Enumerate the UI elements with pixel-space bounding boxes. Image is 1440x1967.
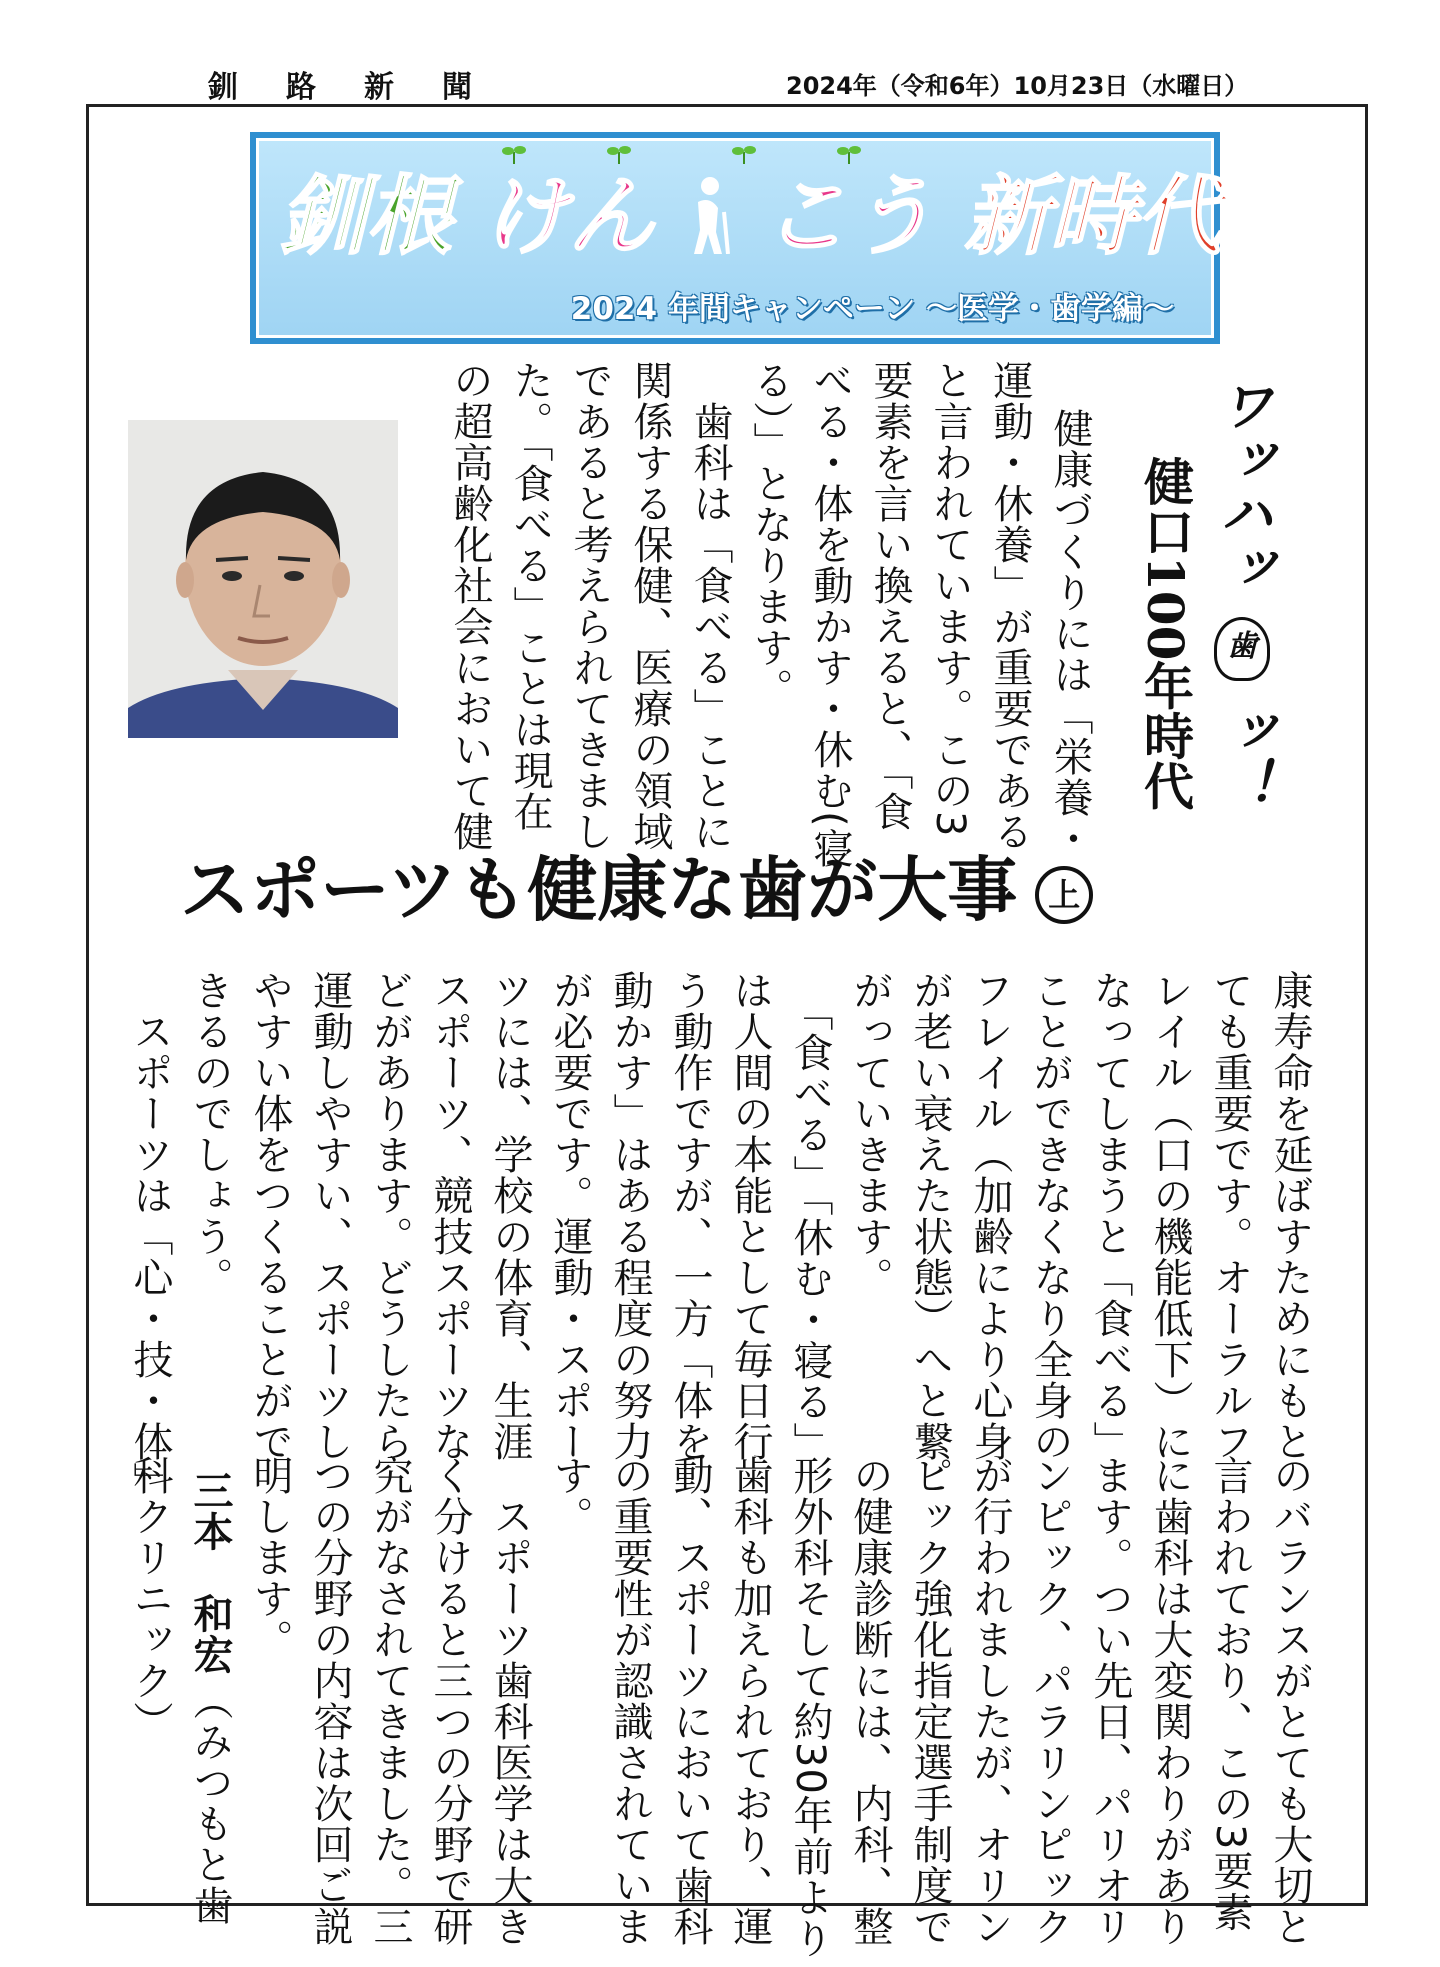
text-column: 動かす」はある程度の努力 bbox=[607, 970, 653, 1462]
text-column: 明します。 bbox=[247, 1455, 293, 1660]
text-column: ます。つい先日、パリオリ bbox=[1087, 1455, 1133, 1947]
author-name: 三本 和宏 bbox=[187, 1470, 233, 1675]
text-column: 「食べる」「休む・寝る」 bbox=[787, 970, 833, 1463]
text-column: 健康づくりには「栄養・ bbox=[1047, 408, 1093, 859]
text-column: どがあります。どうしたら bbox=[367, 970, 413, 1462]
text-column: す。 bbox=[547, 1455, 593, 1537]
part-mark: 上 bbox=[1035, 866, 1093, 924]
text-column: 運動しやすい、スポーツし bbox=[307, 970, 353, 1462]
text-column: つの分野の内容は次回ご説 bbox=[307, 1455, 353, 1947]
banner-title-region: 釧根 bbox=[280, 167, 452, 267]
sprout-icon bbox=[501, 144, 527, 164]
newspaper-name: 釧路新聞 bbox=[208, 70, 520, 105]
text-column: 歯科も加えられており、運 bbox=[727, 1455, 773, 1947]
masthead bbox=[0, 62, 1440, 106]
text-column: た。「食べる」ことは現在 bbox=[507, 360, 553, 832]
text-column: ても重要です。オーラルフ bbox=[1207, 970, 1253, 1462]
text-column: スポーツ歯科医学は大き bbox=[487, 1455, 533, 1947]
text-column: がっていきます。 bbox=[847, 970, 893, 1298]
text-column: であると考えられてきまし bbox=[567, 360, 613, 852]
series-title-a: ワッハッ bbox=[1211, 378, 1274, 594]
text-column: べる・体を動かす・休む(寝 bbox=[807, 360, 853, 869]
text-column: 運動・休養」が重要である bbox=[987, 360, 1033, 852]
text-column: スポーツ、競技スポーツな bbox=[427, 970, 473, 1462]
text-column: きるのでしょう。 bbox=[187, 970, 233, 1298]
text-column: と言われています。この3 bbox=[927, 360, 973, 838]
headline-text: スポーツも健康な歯が大事 bbox=[180, 849, 1018, 931]
text-column: ツには、学校の体育、生涯 bbox=[487, 970, 533, 1462]
author-affiliation: （みつもと歯 bbox=[187, 1680, 233, 1926]
article-headline bbox=[180, 850, 1280, 930]
series-title-b: ッ！ bbox=[1211, 703, 1274, 812]
text-column: 言われており、この3要素 bbox=[1207, 1455, 1253, 1933]
text-column: ピック強化指定選手制度で bbox=[907, 1455, 953, 1947]
text-column: く分けると三つの分野で研 bbox=[427, 1455, 473, 1947]
author-affiliation: 科クリニック） bbox=[127, 1455, 173, 1742]
author-photo bbox=[128, 420, 398, 738]
banner-title-kou: こう bbox=[761, 167, 934, 267]
tooth-badge: 歯 bbox=[1214, 617, 1270, 681]
text-column: が必要です。運動・スポー bbox=[547, 970, 593, 1462]
text-column: が行われましたが、オリン bbox=[967, 1455, 1013, 1947]
text-column: ことができなくなり全身の bbox=[1027, 970, 1073, 1462]
series-title bbox=[1211, 378, 1274, 812]
text-column: は人間の本能として毎日行 bbox=[727, 970, 773, 1462]
text-column: に歯科は大変関わりがあり bbox=[1147, 1455, 1193, 1947]
banner-title bbox=[280, 162, 1222, 282]
portrait-image bbox=[128, 420, 398, 738]
text-column: 関係する保健、医療の領域 bbox=[627, 360, 673, 852]
text-column: レイル（口の機能低下）に bbox=[1147, 970, 1193, 1462]
banner-title-ken: けん bbox=[481, 167, 654, 267]
text-column: う動作ですが、一方「体を bbox=[667, 970, 713, 1462]
text-column: の超高齢化社会において健 bbox=[447, 360, 493, 852]
text-column: スポーツは「心・技・体」 bbox=[127, 970, 173, 1503]
sprout-icon bbox=[836, 144, 862, 164]
series-subtitle: 健口100年時代 bbox=[1136, 456, 1195, 811]
text-column: ンピック、パラリンピック bbox=[1027, 1455, 1073, 1947]
sprout-icon bbox=[606, 144, 632, 164]
text-column: が老い衰えた状態）へと繋 bbox=[907, 970, 953, 1462]
text-column: のバランスがとても大切と bbox=[1267, 1455, 1313, 1947]
text-column: フレイル（加齢により心身 bbox=[967, 970, 1013, 1462]
text-column: 形外科そして約30年前より bbox=[787, 1455, 833, 1959]
text-column: る）」となります。 bbox=[747, 360, 793, 709]
text-column: 動、スポーツにおいて歯科 bbox=[667, 1455, 713, 1947]
campaign-banner bbox=[250, 132, 1220, 344]
text-column: 究がなされてきました。三 bbox=[367, 1455, 413, 1947]
banner-subtitle: 2024 年間キャンペーン 〜医学・歯学編〜 bbox=[570, 291, 1174, 327]
issue-date: 2024年（令和6年）10月23日（水曜日） bbox=[786, 72, 1249, 100]
text-column: やすい体をつくることがで bbox=[247, 970, 293, 1462]
sprout-icon bbox=[731, 144, 757, 164]
elder-walking-icon bbox=[684, 174, 732, 254]
text-column: 要素を言い換えると、「食 bbox=[867, 360, 913, 832]
text-column: の重要性が認識されていま bbox=[607, 1455, 653, 1947]
text-column: 康寿命を延ばすためにもと bbox=[1267, 970, 1313, 1462]
text-column: なってしまうと「食べる」 bbox=[1087, 970, 1133, 1462]
text-column: 歯科は「食べる」ことに bbox=[687, 360, 733, 852]
banner-title-new-era: 新時代 bbox=[963, 167, 1222, 267]
text-column: の健康診断には、内科、整 bbox=[847, 1455, 893, 1947]
